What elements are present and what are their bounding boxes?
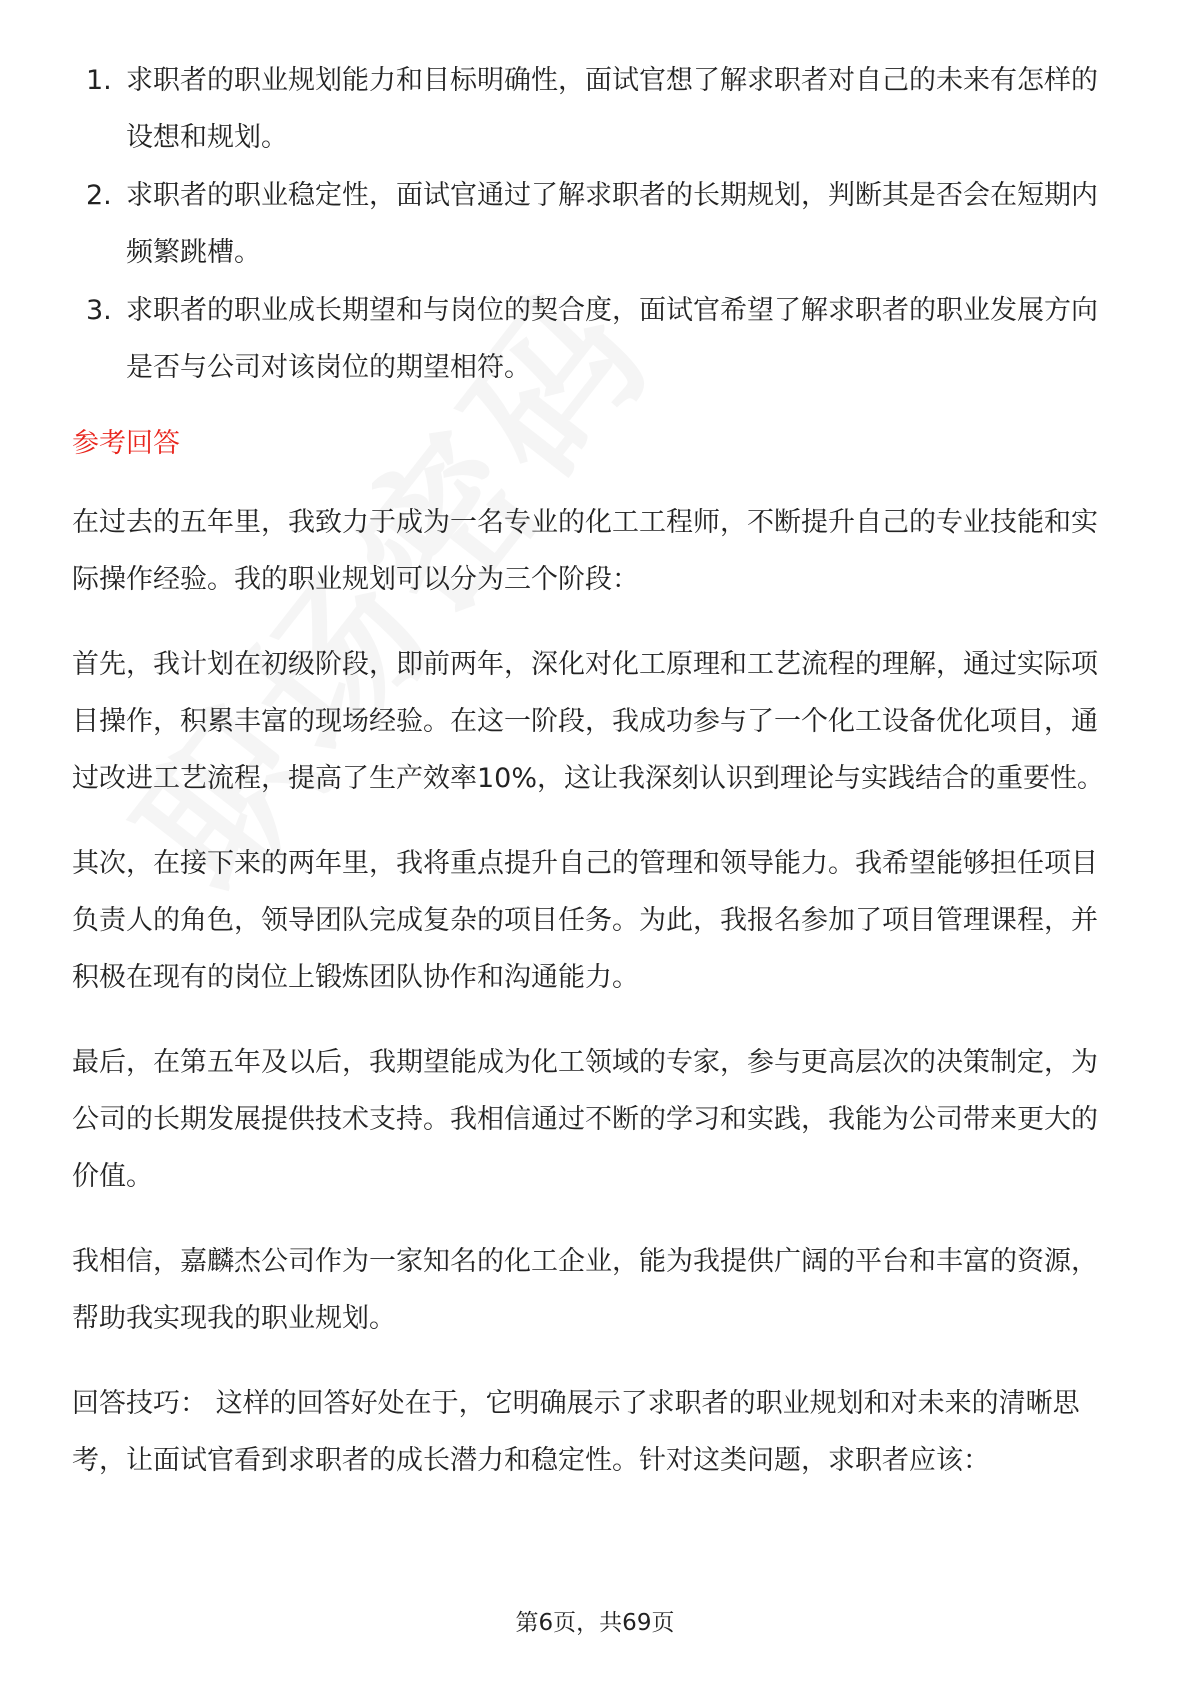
list-item	[72, 282, 1118, 396]
document-page	[72, 52, 1118, 1517]
numbered-list	[72, 52, 1118, 396]
section-heading: 参考回答	[72, 428, 180, 459]
list-item-text: 求职者的职业稳定性，面试官通过了解求职者的长期规划，判断其是否会在短期内频繁跳槽。	[126, 180, 1098, 268]
page-footer: 第6页，共69页	[515, 1610, 675, 1636]
paragraph: 在过去的五年里，我致力于成为一名专业的化工工程师，不断提升自己的专业技能和实际操作经验。我的职业规划可以分为三个阶段：	[72, 507, 1098, 595]
paragraph: 我相信，嘉麟杰公司作为一家知名的化工企业，能为我提供广阔的平台和丰富的资源，帮助我实现我的职业规划。	[72, 1246, 1098, 1334]
list-item-text: 求职者的职业成长期望和与岗位的契合度，面试官希望了解求职者的职业发展方向是否与公司对该岗位的期望相符。	[126, 295, 1098, 383]
answer-tip: 回答技巧： 这样的回答好处在于，它明确展示了求职者的职业规划和对未来的清晰思考，让面试官看到求职者的成长潜力和稳定性。针对这类问题，求职者应该：	[72, 1388, 1080, 1476]
list-item	[72, 52, 1118, 166]
paragraph: 最后，在第五年及以后，我期望能成为化工领域的专家，参与更高层次的决策制定，为公司的长期发展提供技术支持。我相信通过不断的学习和实践，我能为公司带来更大的价值。	[72, 1047, 1098, 1192]
paragraph: 首先，我计划在初级阶段，即前两年，深化对化工原理和工艺流程的理解，通过实际项目操作，积累丰富的现场经验。在这一阶段，我成功参与了一个化工设备优化项目，通过改进工艺流程，提高了生产效率10%，这让我深刻认识到理论与实践结合的重要性。	[72, 649, 1105, 794]
list-item-text: 求职者的职业规划能力和目标明确性，面试官想了解求职者对自己的未来有怎样的设想和规划。	[126, 65, 1098, 153]
list-item	[72, 167, 1118, 281]
list-item-number: 3.	[86, 295, 112, 326]
list-item-number: 1.	[86, 65, 112, 96]
list-item-number: 2.	[86, 180, 112, 211]
paragraph: 其次，在接下来的两年里，我将重点提升自己的管理和领导能力。我希望能够担任项目负责人的角色，领导团队完成复杂的项目任务。为此，我报名参加了项目管理课程，并积极在现有的岗位上锻炼团队协作和沟通能力。	[72, 848, 1098, 993]
